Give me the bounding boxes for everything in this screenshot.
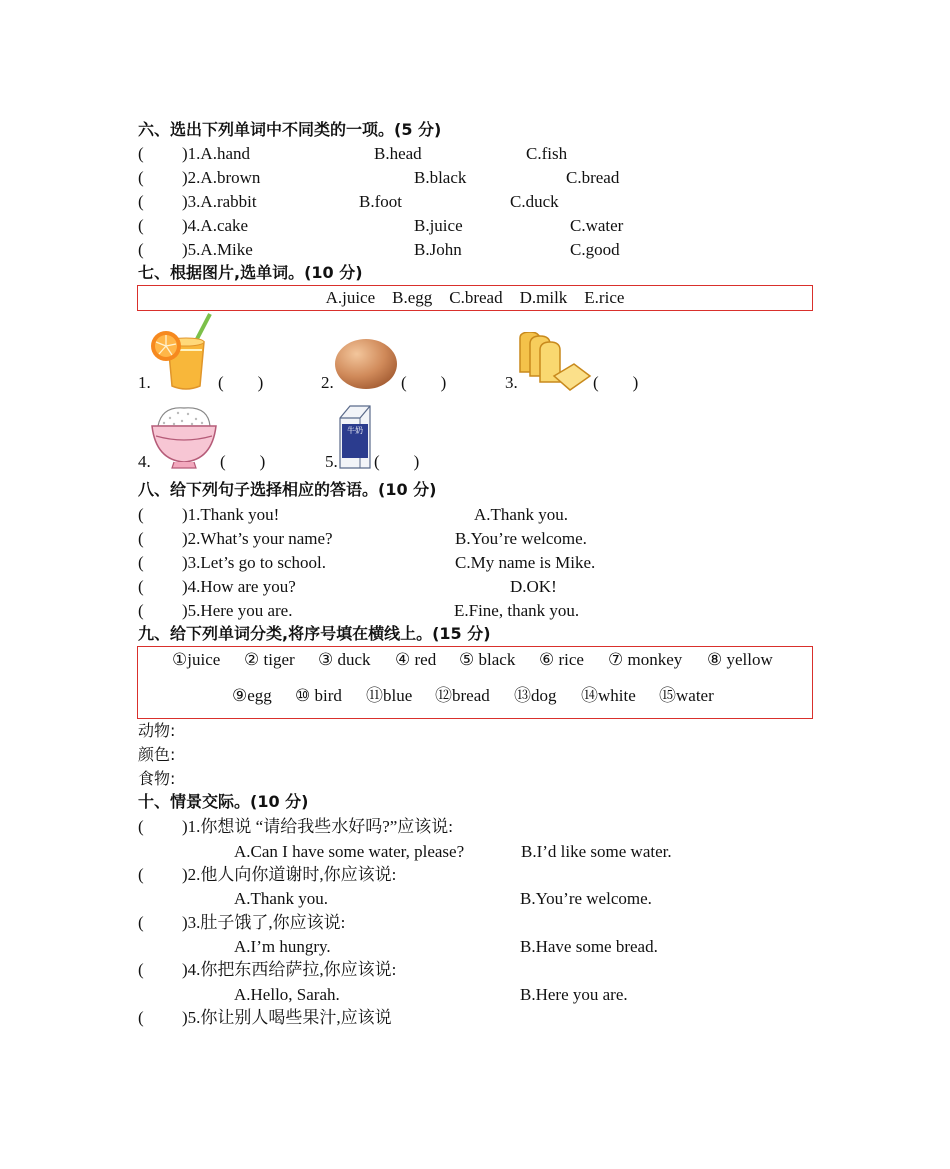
word-bank-options: A.juice B.egg C.bread D.milk E.rice <box>325 288 625 307</box>
word-text: tiger <box>259 650 295 669</box>
sec6-row1-question: )1.A.hand <box>182 144 250 163</box>
milk-carton-label: 牛奶 <box>347 426 363 435</box>
word-text: white <box>598 686 636 705</box>
word-item-8 <box>707 649 773 671</box>
word-item-7 <box>608 649 682 671</box>
sec8-row3-answer: C.My name is Mike. <box>455 553 596 572</box>
section-7-title: 七、根据图片,选单词。(10 分) <box>138 263 363 282</box>
sec8-row1-answer: A.Thank you. <box>474 505 568 524</box>
sec6-row1-option-c: C.fish <box>526 144 568 163</box>
pic1-answer-blank[interactable]: ( ) <box>218 373 264 392</box>
word-num: ⑬ <box>514 686 531 705</box>
pic4-number: 4. <box>138 452 151 471</box>
word-item-1 <box>172 649 220 671</box>
word-text: egg <box>247 686 272 705</box>
word-num: ③ <box>318 650 334 669</box>
sec8-row5-answer: E.Fine, thank you. <box>454 601 580 620</box>
sec6-row2-question: )2.A.brown <box>182 168 261 187</box>
sec10-q4-option-b: B.Here you are. <box>520 985 628 1004</box>
category-animals-label: 动物: <box>138 721 176 740</box>
section-10-title: 十、情景交际。(10 分) <box>138 792 309 811</box>
pic2-number: 2. <box>321 373 334 392</box>
sec8-row4-answer: D.OK! <box>510 577 557 596</box>
word-num: ⑫ <box>435 686 452 705</box>
sec6-row5-option-b: B.John <box>414 240 462 259</box>
word-text: black <box>474 650 516 669</box>
word-num: ⑮ <box>659 686 676 705</box>
orange-juice-icon <box>148 312 216 392</box>
sec10-q3-paren: ( <box>138 913 144 932</box>
word-item-3 <box>318 649 371 671</box>
word-item-2 <box>244 649 295 671</box>
word-num: ② <box>244 650 260 669</box>
sec6-row1-paren: ( <box>138 144 144 163</box>
sec10-q1-option-a: A.Can I have some water, please? <box>234 842 465 861</box>
sec10-q1-paren: ( <box>138 817 144 836</box>
word-text: yellow <box>722 650 773 669</box>
sec10-q1-option-b: B.I’d like some water. <box>521 842 672 861</box>
pic3-number: 3. <box>505 373 518 392</box>
sec8-row2-answer: B.You’re welcome. <box>455 529 587 548</box>
sec10-q4-paren: ( <box>138 960 144 979</box>
sec6-row3-option-c: C.duck <box>510 192 559 211</box>
word-num: ⑭ <box>581 686 598 705</box>
word-num: ⑩ <box>295 686 311 705</box>
word-text: juice <box>187 650 221 669</box>
word-text: bread <box>452 686 490 705</box>
egg-icon <box>333 336 399 392</box>
word-text: water <box>676 686 714 705</box>
section-6-title: 六、选出下列单词中不同类的一项。(5 分) <box>138 120 442 139</box>
word-item-14 <box>581 685 636 707</box>
sec6-row5-question: )5.A.Mike <box>182 240 253 259</box>
sec6-row2-option-c: C.bread <box>566 168 620 187</box>
word-item-11 <box>366 685 412 707</box>
word-text: duck <box>333 650 371 669</box>
pic1-number: 1. <box>138 373 151 392</box>
pic5-number: 5. <box>325 452 338 471</box>
sec6-row3-paren: ( <box>138 192 144 211</box>
word-bank-box <box>137 285 813 311</box>
classify-word-box <box>137 646 813 719</box>
sec10-q1-question: )1.你想说 “请给我些水好吗?”应该说: <box>182 817 454 836</box>
word-num: ⑦ <box>608 650 624 669</box>
sec8-row2-question: )2.What’s your name? <box>182 529 333 548</box>
sec10-q5-question: )5.你让别人喝些果汁,应该说 <box>182 1008 392 1027</box>
sec6-row3-option-b: B.foot <box>359 192 402 211</box>
sec8-row5-question: )5.Here you are. <box>182 601 293 620</box>
sec8-row1-paren: ( <box>138 505 144 524</box>
sec10-q2-option-a: A.Thank you. <box>234 889 328 908</box>
word-text: red <box>410 650 437 669</box>
pic3-answer-blank[interactable]: ( ) <box>593 373 639 392</box>
word-item-15 <box>659 685 714 707</box>
word-text: bird <box>310 686 342 705</box>
sec8-row3-paren: ( <box>138 553 144 572</box>
word-item-12 <box>435 685 490 707</box>
section-9-title: 九、给下列单词分类,将序号填在横线上。(15 分) <box>138 624 491 643</box>
sec10-q2-option-b: B.You’re welcome. <box>520 889 652 908</box>
category-colors-label: 颜色: <box>138 745 176 764</box>
section-8-title: 八、给下列句子选择相应的答语。(10 分) <box>138 480 437 499</box>
sec6-row1-option-b: B.head <box>374 144 422 163</box>
word-num: ⑧ <box>707 650 723 669</box>
pic4-answer-blank[interactable]: ( ) <box>220 452 266 471</box>
sec10-q4-option-a: A.Hello, Sarah. <box>234 985 340 1004</box>
word-num: ⑨ <box>232 686 248 705</box>
sec6-row4-option-b: B.juice <box>414 216 463 235</box>
sec10-q3-option-b: B.Have some bread. <box>520 937 658 956</box>
bread-icon <box>516 332 592 392</box>
word-text: rice <box>554 650 584 669</box>
sec10-q2-question: )2.他人向你道谢时,你应该说: <box>182 865 397 884</box>
sec6-row3-question: )3.A.rabbit <box>182 192 257 211</box>
sec6-row5-paren: ( <box>138 240 144 259</box>
sec8-row4-question: )4.How are you? <box>182 577 296 596</box>
sec8-row3-question: )3.Let’s go to school. <box>182 553 327 572</box>
word-text: dog <box>531 686 557 705</box>
word-item-4 <box>395 649 436 671</box>
word-item-5 <box>459 649 515 671</box>
word-item-6 <box>539 649 584 671</box>
sec10-q4-question: )4.你把东西给萨拉,你应该说: <box>182 960 397 979</box>
sec6-row2-paren: ( <box>138 168 144 187</box>
milk-carton-icon <box>336 404 374 470</box>
sec6-row2-option-b: B.black <box>414 168 467 187</box>
word-num: ④ <box>395 650 411 669</box>
sec6-row4-option-c: C.water <box>570 216 624 235</box>
pic5-answer-blank[interactable]: ( ) <box>374 452 420 471</box>
sec6-row4-paren: ( <box>138 216 144 235</box>
word-num: ① <box>172 650 188 669</box>
pic2-answer-blank[interactable]: ( ) <box>401 373 447 392</box>
sec10-q5-paren: ( <box>138 1008 144 1027</box>
word-item-10 <box>295 685 342 707</box>
category-food-label: 食物: <box>138 769 176 788</box>
sec10-q3-question: )3.肚子饿了,你应该说: <box>182 913 346 932</box>
sec6-row5-option-c: C.good <box>570 240 620 259</box>
word-item-9 <box>232 685 272 707</box>
word-text: blue <box>383 686 413 705</box>
sec8-row5-paren: ( <box>138 601 144 620</box>
sec8-row1-question: )1.Thank you! <box>182 505 280 524</box>
sec6-row4-question: )4.A.cake <box>182 216 249 235</box>
sec8-row4-paren: ( <box>138 577 144 596</box>
word-item-13 <box>514 685 557 707</box>
word-num: ⑤ <box>459 650 475 669</box>
word-text: monkey <box>623 650 683 669</box>
sec8-row2-paren: ( <box>138 529 144 548</box>
word-num: ⑥ <box>539 650 555 669</box>
word-num: ⑪ <box>366 686 383 705</box>
sec10-q2-paren: ( <box>138 865 144 884</box>
sec10-q3-option-a: A.I’m hungry. <box>234 937 331 956</box>
rice-bowl-icon <box>150 404 218 470</box>
